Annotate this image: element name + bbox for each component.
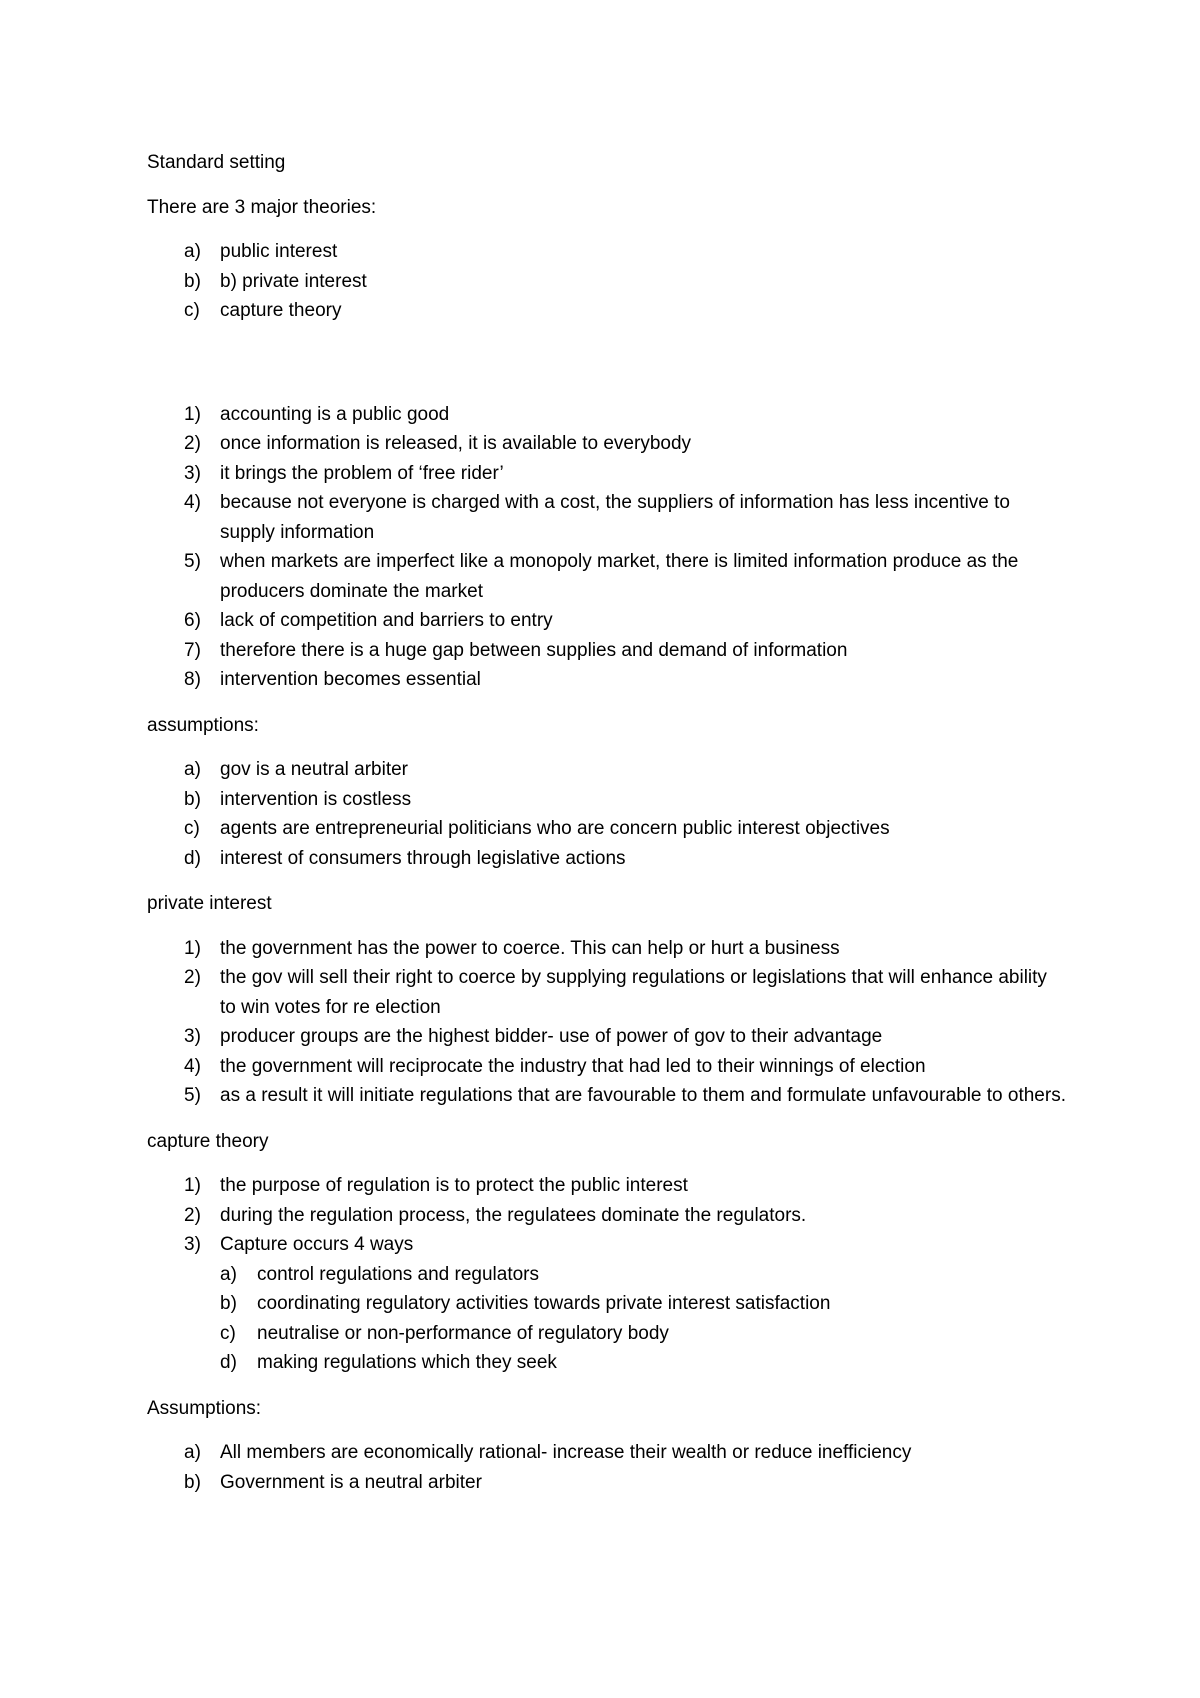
list-item: c) neutralise or non-performance of regulatory body bbox=[220, 1322, 669, 1344]
document-title: Standard setting bbox=[147, 152, 286, 173]
list-item: a) All members are economically rational- increase their wealth or reduce inefficiency bbox=[184, 1442, 912, 1463]
list-item: a) public interest bbox=[184, 241, 338, 262]
list-item: 3) producer groups are the highest bidder- use of power of gov to their advantage bbox=[184, 1026, 883, 1047]
list-item: a) gov is a neutral arbiter bbox=[184, 759, 408, 780]
spacer bbox=[147, 342, 1067, 400]
theories-list bbox=[147, 237, 1067, 326]
list-item: b) Government is a neutral arbiter bbox=[184, 1471, 482, 1493]
list-item: 5) when markets are imperfect like a monopoly market, there is limited information produce as the producers dominate the market bbox=[184, 551, 1019, 602]
list-item: 6) lack of competition and barriers to entry bbox=[184, 610, 553, 631]
list-item: 3) Capture occurs 4 ways a) control regulations and regulators b) coordinating regulatory activities towards private interest satisfaction c) neutralise or non-performance of regulatory body d) making regulations which they seek bbox=[147, 1230, 1067, 1378]
list-item: 2) during the regulation process, the regulatees dominate the regulators. bbox=[184, 1204, 807, 1226]
public-interest-list bbox=[147, 400, 1067, 695]
list-item: 1) accounting is a public good bbox=[184, 403, 450, 425]
assumptions-list bbox=[147, 755, 1067, 873]
list-item: 3) it brings the problem of ‘free rider’ bbox=[184, 462, 504, 484]
list-item: c) capture theory bbox=[184, 300, 342, 321]
list-item: b) b) private interest bbox=[184, 270, 367, 292]
list-item: a) control regulations and regulators bbox=[220, 1263, 540, 1285]
list-item: c) agents are entrepreneurial politicians who are concern public interest objectives bbox=[184, 818, 890, 839]
intro-text: There are 3 major theories: bbox=[147, 196, 377, 218]
list-item: d) making regulations which they seek bbox=[220, 1352, 557, 1373]
list-item: 4) because not everyone is charged with a cost, the suppliers of information has less incentive to supply information bbox=[184, 492, 1010, 543]
private-interest-list bbox=[147, 934, 1067, 1111]
document-content bbox=[147, 148, 1067, 1497]
capture-ways-list bbox=[220, 1260, 1067, 1378]
list-item: 4) the government will reciprocate the industry that had led to their winnings of election bbox=[184, 1055, 926, 1077]
capture-assumptions-list bbox=[147, 1438, 1067, 1497]
list-item: 1) the government has the power to coerce. This can help or hurt a business bbox=[184, 937, 840, 959]
list-item: b) coordinating regulatory activities towards private interest satisfaction bbox=[220, 1293, 831, 1314]
list-item: 2) the gov will sell their right to coerce by supplying regulations or legislations that will enhance ability to win votes for re election bbox=[184, 967, 1047, 1018]
capture-theory-list bbox=[147, 1171, 1067, 1378]
assumptions-heading: assumptions: bbox=[147, 714, 259, 736]
list-item: 7) therefore there is a huge gap between supplies and demand of information bbox=[184, 639, 848, 661]
private-interest-heading: private interest bbox=[147, 893, 272, 914]
list-item: 8) intervention becomes essential bbox=[184, 669, 481, 690]
list-item: d) interest of consumers through legislative actions bbox=[184, 847, 626, 869]
capture-assumptions-heading: Assumptions: bbox=[147, 1397, 262, 1419]
list-item: 5) as a result it will initiate regulations that are favourable to them and formulate unfavourable to others. bbox=[184, 1085, 1066, 1106]
list-item: b) intervention is costless bbox=[184, 788, 412, 810]
capture-theory-heading: capture theory bbox=[147, 1130, 269, 1152]
list-item: 1) the purpose of regulation is to protect the public interest bbox=[184, 1175, 688, 1196]
list-item: 2) once information is released, it is available to everybody bbox=[184, 433, 692, 454]
